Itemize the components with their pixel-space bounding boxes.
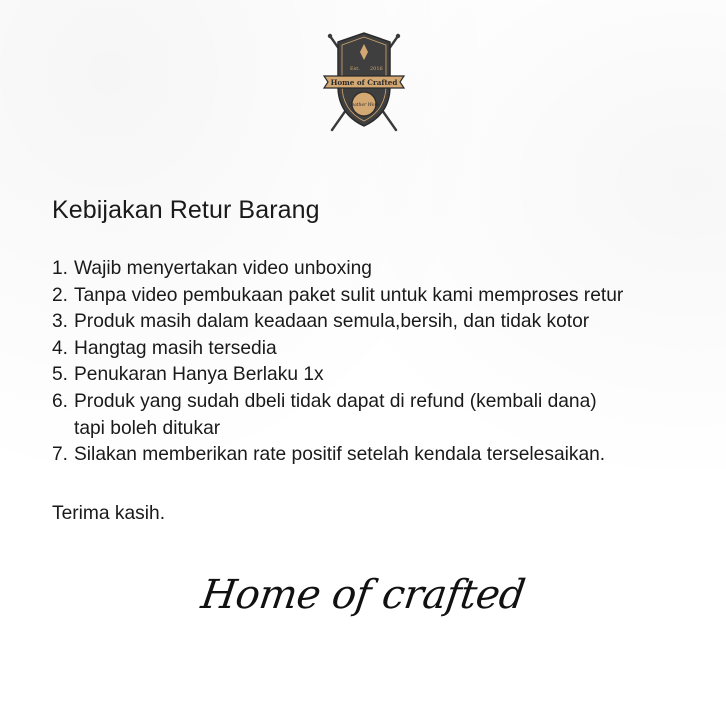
logo-main-text: Home of Crafted — [330, 78, 398, 87]
list-item-number: 2. — [52, 284, 69, 306]
return-policy-list — [52, 256, 623, 469]
page-title: Kebijakan Retur Barang — [52, 196, 320, 224]
list-item-text: Silakan memberikan rate positif setelah kendala terselesaikan. — [74, 444, 606, 466]
list-item-text: Produk masih dalam keadaan semula,bersih, dan tidak kotor — [74, 311, 590, 333]
list-item-number: 4. — [52, 337, 69, 359]
list-item — [52, 389, 623, 416]
logo-year-text: 2016 — [370, 66, 383, 72]
logo-est-text: Est. — [350, 66, 360, 72]
list-item-number: 5. — [52, 364, 69, 386]
signature: Home of crafted — [198, 572, 528, 618]
list-item — [52, 336, 623, 363]
list-item — [52, 283, 623, 310]
list-item-number: 7. — [52, 444, 69, 466]
list-item-number: 3. — [52, 311, 69, 333]
list-item-number: 6. — [52, 390, 69, 412]
list-item — [52, 362, 623, 389]
list-item-text: Produk yang sudah dbeli tidak dapat di refund (kembali dana) — [74, 390, 597, 412]
logo-sub-text: Leather Work — [348, 103, 380, 108]
list-item-text: Hangtag masih tersedia — [74, 337, 277, 359]
list-item-text: tapi boleh ditukar — [74, 417, 221, 439]
list-item-text: Penukaran Hanya Berlaku 1x — [74, 364, 324, 386]
brand-logo — [318, 28, 410, 136]
list-item-text: Tanpa video pembukaan paket sulit untuk kami memproses retur — [74, 284, 624, 306]
list-item — [52, 256, 623, 283]
list-item-continuation — [52, 416, 623, 443]
list-item-text: Wajib menyertakan video unboxing — [74, 258, 372, 279]
list-item-number — [52, 416, 74, 443]
closing-text: Terima kasih. — [52, 503, 166, 524]
list-item — [52, 442, 623, 469]
list-item — [52, 309, 623, 336]
brand-logo-emblem — [318, 28, 410, 136]
list-item-number: 1. — [52, 258, 69, 279]
